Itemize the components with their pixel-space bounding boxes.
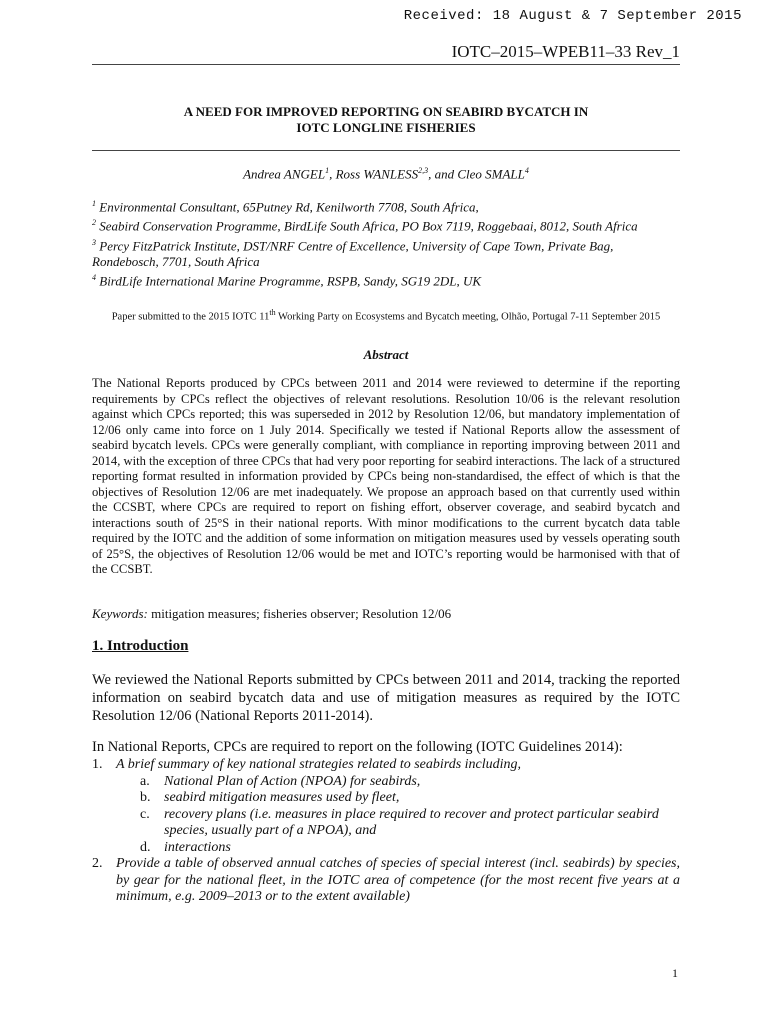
author-affiliation-mark: 1 bbox=[325, 166, 330, 175]
author-affiliation-mark: 2,3 bbox=[418, 166, 429, 175]
paper-title bbox=[92, 104, 680, 136]
author-name: Andrea ANGEL bbox=[243, 166, 326, 182]
list-item-text: A brief summary of key national strategies related to seabirds including, bbox=[116, 757, 522, 772]
sub-list-item-letter: c. bbox=[140, 806, 150, 822]
affiliation-mark: 4 bbox=[92, 272, 96, 282]
intro-paragraph: We reviewed the National Reports submitted by CPCs between 2011 and 2014, tracking the reported information on seabird bycatch data and use of mitigation measures as required by the IOTC Resolution 12/06 (National Reports 2011-2014). bbox=[92, 672, 680, 724]
list-item-number: 2. bbox=[92, 856, 103, 871]
list-item-number: 1. bbox=[92, 757, 103, 772]
affiliation-mark: 1 bbox=[92, 199, 96, 208]
author-separator: , and bbox=[428, 166, 458, 182]
author-name: Cleo SMALL bbox=[457, 166, 525, 182]
sub-list-item-text: recovery plans (i.e. measures in place required to recover and protect particular seabird species, usually part of a NPOA), and bbox=[164, 806, 659, 838]
requirements-intro: In National Reports, CPCs are required to report on the following (IOTC Guidelines 2014): bbox=[92, 739, 623, 755]
sub-list-item bbox=[92, 774, 680, 791]
submission-note bbox=[92, 306, 680, 324]
keywords-text: mitigation measures; fisheries observer; Resolution 12/06 bbox=[147, 606, 452, 621]
submission-note-sup: th bbox=[269, 308, 276, 317]
submission-note-text: Paper submitted to the 2015 IOTC 11 bbox=[111, 311, 270, 323]
affiliation-item bbox=[92, 196, 680, 215]
sub-list-item bbox=[92, 840, 680, 857]
list-item bbox=[92, 757, 680, 774]
affiliation-item bbox=[92, 270, 680, 289]
requirements-list bbox=[92, 757, 680, 906]
sub-list-item-text: National Plan of Action (NPOA) for seabirds, bbox=[164, 773, 421, 789]
title-rule bbox=[92, 150, 680, 151]
section-heading-introduction: 1. Introduction bbox=[92, 638, 189, 654]
keywords-label: Keywords: bbox=[92, 606, 148, 621]
affiliation-item bbox=[92, 235, 680, 270]
affiliation-text: Percy FitzPatrick Institute, DST/NRF Centre of Excellence, University of Cape Town, Private Bag, Rondebosch, 7701, South Africa bbox=[92, 237, 614, 269]
abstract-body: The National Reports produced by CPCs between 2011 and 2014 were reviewed to determine if the reporting requirements by CPCs reflect the objectives of relevant resolutions. Resolution 10/06 is the relevant resolution against which CPCs reported; this was superseded in 2012 by Resolution 12/06, but mandatory implementation of 12/06 only came into force on 1 July 2014. Specifically we tested if National Reports allow the assessment of seabird bycatch levels. CPCs were generally compliant, with compliance in reporting improving between 2011 and 2014, with the exception of three CPCs that had very poor reporting for seabird interactions. The lack of a structured reporting format resulted in information provided by CPCs being non-standardised, the effect of which is that the objectives of Resolution 12/06 are met inadequately. We propose an approach based on that currently used within the CCSBT, where CPCs are required to report on fishing effort, observer coverage, and seabird bycatch and interactions south of 25°S in their national reports. With minor modifications to the current bycatch data table required by the IOTC and the addition of some information on mitigation measures used by vessels operating south of 25°S, the objectives of Resolution 12/06 would be met and IOTC’s reporting would be harmonised with that of the CCSBT. bbox=[92, 376, 680, 576]
list-item bbox=[92, 856, 680, 906]
affiliation-text: BirdLife International Marine Programme, RSPB, Sandy, SG19 2DL, UK bbox=[96, 273, 482, 289]
sub-list-item-text: seabird mitigation measures used by fleet, bbox=[164, 790, 400, 805]
sub-list-item-letter: a. bbox=[140, 773, 150, 789]
author-affiliation-mark: 4 bbox=[524, 166, 529, 175]
author-name: Ross WANLESS bbox=[335, 166, 419, 182]
received-stamp: Received: 18 August & 7 September 2015 bbox=[403, 8, 742, 24]
affiliation-list bbox=[92, 196, 680, 289]
title-line-2: IOTC LONGLINE FISHERIES bbox=[296, 120, 476, 135]
keywords bbox=[92, 606, 680, 622]
title-line-1: A NEED FOR IMPROVED REPORTING ON SEABIRD BYCATCH IN bbox=[183, 104, 589, 119]
sub-list-item-letter: d. bbox=[140, 839, 151, 855]
affiliation-item bbox=[92, 215, 680, 234]
author-separator: , bbox=[329, 166, 336, 182]
sub-list-item-text: interactions bbox=[164, 839, 231, 855]
header-rule bbox=[92, 64, 680, 65]
affiliation-text: Seabird Conservation Programme, BirdLife South Africa, PO Box 7119, Roggebaai, 8012, South Africa bbox=[96, 218, 638, 234]
sub-list-item-letter: b. bbox=[140, 790, 151, 805]
affiliation-mark: 2 bbox=[92, 218, 96, 228]
abstract-heading: Abstract bbox=[363, 347, 409, 362]
sub-list-item bbox=[92, 807, 680, 840]
page-number: 1 bbox=[672, 966, 678, 980]
document-id: IOTC–2015–WPEB11–33 Rev_1 bbox=[451, 42, 680, 61]
affiliation-text: Environmental Consultant, 65Putney Rd, Kenilworth 7708, South Africa, bbox=[96, 199, 479, 215]
submission-note-text: Working Party on Ecosystems and Bycatch meeting, Olhão, Portugal 7-11 September 2015 bbox=[275, 311, 661, 323]
list-item-text: Provide a table of observed annual catches of species of special interest (incl. seabirds) by species, by gear for the national fleet, in the IOTC area of competence (for the most recent five years at a minimum, e.g. 2009–2013 or to the extent available) bbox=[116, 856, 680, 904]
sub-list-item bbox=[92, 790, 680, 807]
affiliation-mark: 3 bbox=[92, 237, 96, 247]
author-list bbox=[92, 166, 680, 182]
